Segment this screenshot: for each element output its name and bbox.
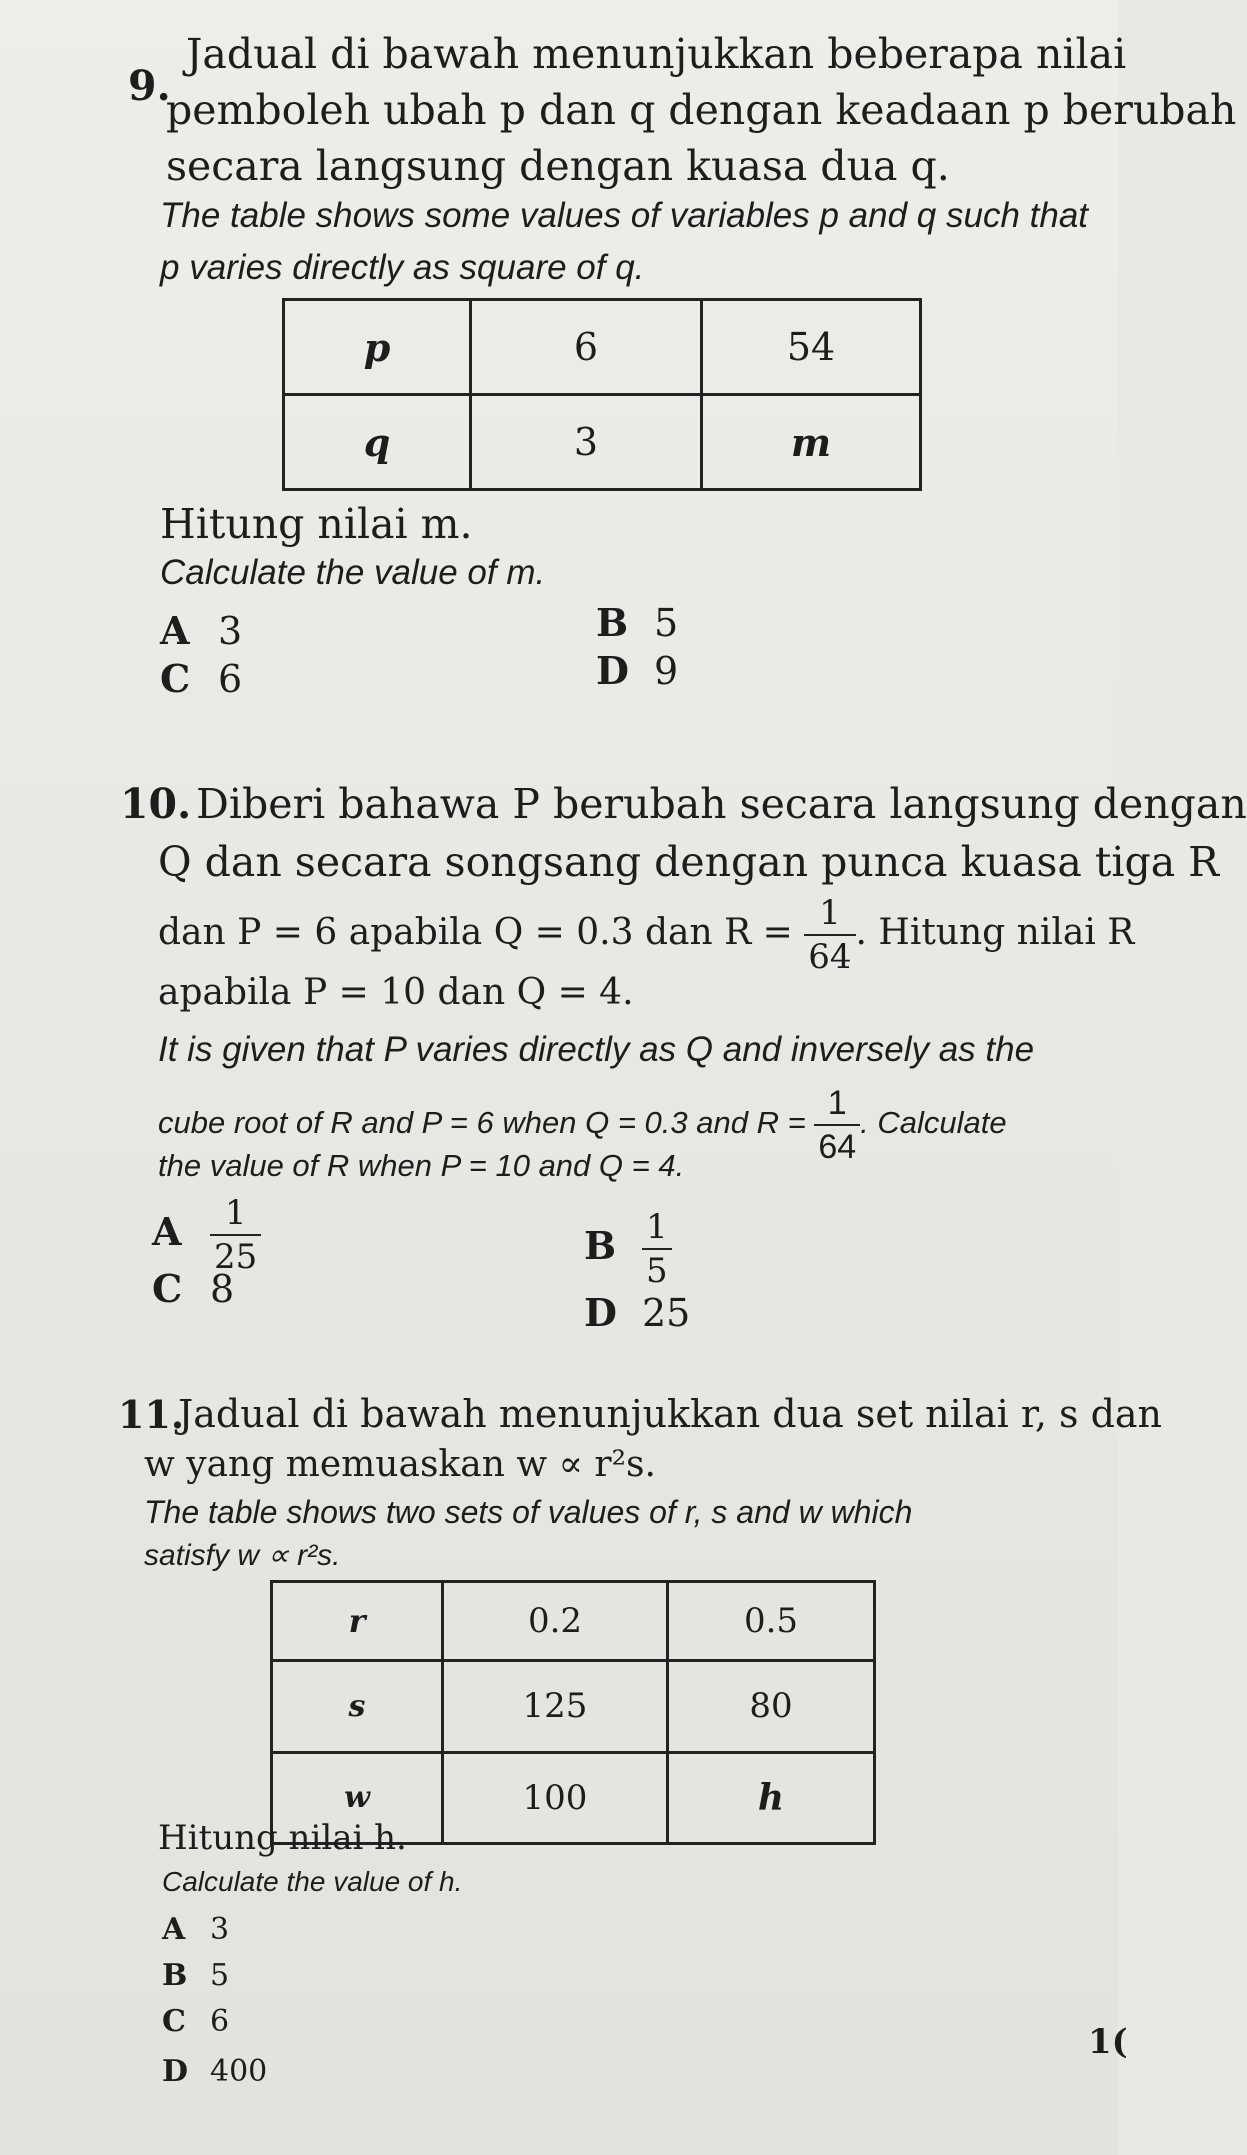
q11-prompt-malay: Hitung nilai h.	[158, 1818, 407, 1858]
q10-malay-line-3: dan P = 6 apabila Q = 0.3 dan R = $\frac{1}{64}$ . Hitung nilai R	[158, 893, 1135, 977]
q9-prompt-malay: Hitung nilai m.	[160, 500, 473, 548]
q11-table-cell: w	[272, 1752, 443, 1844]
q11-english-line-1: The table shows two sets of values of r, s and w which	[144, 1494, 913, 1530]
q9-option-d[interactable]: D 9	[596, 648, 679, 693]
q9-prompt-english: Calculate the value of m.	[160, 553, 546, 592]
q11-english-line-2: satisfy w ∝ r²s.	[144, 1539, 341, 1572]
q11-table-cell: 0.2	[443, 1582, 668, 1661]
q11-table-cell: 80	[668, 1661, 875, 1752]
q9-table-cell: m	[702, 395, 921, 490]
q9-option-a[interactable]: A 3	[160, 608, 243, 653]
q9-english-line-1: The table shows some values of variables p and q such that	[160, 196, 1089, 235]
q11-option-a[interactable]: A 3	[162, 1912, 230, 1947]
q9-table-cell: 3	[471, 395, 702, 490]
q11-option-c[interactable]: C 6	[162, 2004, 230, 2039]
q10-number: 10.	[120, 780, 192, 828]
page-number: 1(	[1088, 2022, 1128, 2062]
q11-table-cell: 100	[443, 1752, 668, 1844]
q9-number: 9.	[128, 62, 171, 110]
q11-malay-line-2: w yang memuaskan w ∝ r²s.	[144, 1444, 656, 1485]
q9-malay-line-2: pemboleh ubah p dan q dengan keadaan p berubah	[166, 86, 1237, 134]
q11-table-cell: h	[668, 1752, 875, 1844]
q10-option-b-fraction: $\frac{1}{5}$	[642, 1210, 672, 1288]
q11-table-cell: r	[272, 1582, 443, 1661]
q10-option-a-fraction: $\frac{1}{25}$	[210, 1196, 261, 1274]
q11-option-b[interactable]: B 5	[162, 1958, 230, 1993]
q10-option-d[interactable]: D 25	[584, 1290, 691, 1335]
q11-table	[270, 1580, 876, 1845]
q9-english-line-2: p varies directly as square of q.	[160, 248, 645, 287]
q10-malay-line-1: Diberi bahawa P berubah secara langsung dengan	[196, 780, 1247, 828]
q11-table-cell: 0.5	[668, 1582, 875, 1661]
q10-option-a[interactable]: A $\frac{1}{25}$	[152, 1196, 261, 1274]
q9-option-c[interactable]: C 6	[160, 656, 243, 701]
q10-english-line-3: the value of R when P = 10 and Q = 4.	[158, 1148, 685, 1183]
q9-table	[282, 298, 922, 491]
q10-english-line-1: It is given that P varies directly as Q and inversely as the	[158, 1030, 1035, 1069]
q10-english-line-2: cube root of R and P = 6 when Q = 0.3 and R = $\frac{1}{64}$ . Calculate	[158, 1084, 1007, 1166]
q11-table-cell: s	[272, 1661, 443, 1752]
q10-fraction-english: $\frac{1}{64}$	[814, 1086, 860, 1164]
q9-table-cell: q	[284, 395, 471, 490]
q11-prompt-english: Calculate the value of h.	[162, 1866, 463, 1897]
q10-malay-line-4: apabila P = 10 dan Q = 4.	[158, 972, 634, 1013]
q9-malay-line-3: secara langsung dengan kuasa dua q.	[166, 142, 950, 190]
q9-table-cell: 6	[471, 300, 702, 395]
q11-option-d[interactable]: D 400	[162, 2054, 268, 2089]
q11-malay-line-1: Jadual di bawah menunjukkan dua set nilai r, s dan	[178, 1392, 1163, 1436]
q11-table-cell: 125	[443, 1661, 668, 1752]
q11-number: 11.	[118, 1392, 185, 1437]
q10-fraction: $\frac{1}{64}$	[804, 896, 855, 974]
q10-option-b[interactable]: B $\frac{1}{5}$	[584, 1210, 672, 1288]
q10-option-c[interactable]: C 8	[152, 1266, 235, 1311]
q9-malay-line-1: Jadual di bawah menunjukkan beberapa nilai	[186, 30, 1127, 78]
q9-table-cell: 54	[702, 300, 921, 395]
q9-table-cell: p	[284, 300, 471, 395]
q10-malay-line-2: Q dan secara songsang dengan punca kuasa tiga R	[158, 838, 1220, 886]
q9-option-b[interactable]: B 5	[596, 600, 679, 645]
